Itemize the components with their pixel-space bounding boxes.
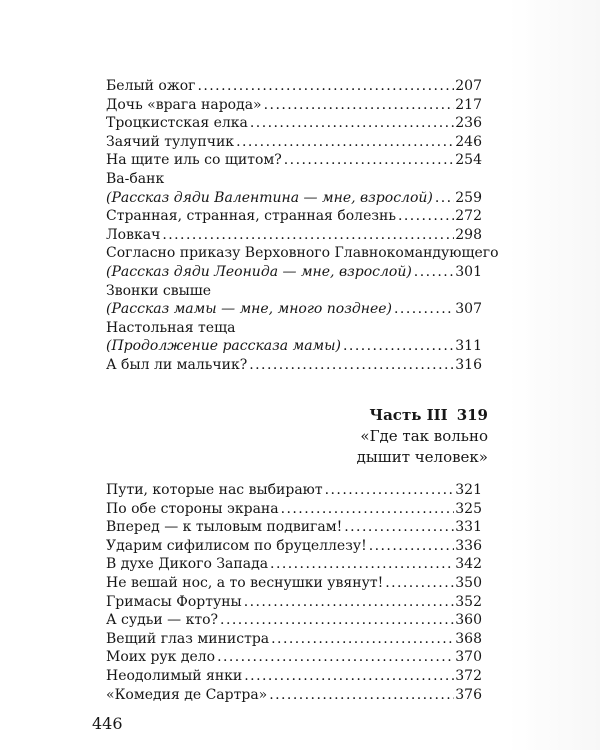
toc-page-number: 336 — [455, 537, 482, 554]
part-title-line-1: «Где так вольно — [360, 427, 488, 445]
toc-entry-title-line: Согласно приказу Верховного Главнокомандующего — [106, 245, 499, 262]
part-page-number: 319 — [456, 406, 488, 424]
toc-entry-subtitle: (Рассказ мамы — мне, много позднее) . . . 307 — [106, 300, 482, 319]
toc-entry: «Комедия де Сартра» . . . 376 — [106, 686, 482, 705]
toc-page-number: 360 — [455, 612, 482, 629]
toc-page-number: 217 — [455, 96, 482, 113]
toc-entry: Странная, странная, странная болезнь . . . 272 — [106, 207, 482, 226]
toc-entry: Белый ожог . . . 207 — [106, 77, 482, 96]
toc-section-part-3 — [106, 481, 482, 704]
toc-entry: Ударим сифилисом по бруцеллезу! . . . 336 — [106, 537, 482, 556]
toc-entry: Гримасы Фортуны . . . 352 — [106, 593, 482, 612]
toc-entry-title-line: Звонки свыше — [106, 282, 212, 299]
toc-page-number: 370 — [455, 649, 482, 666]
toc-page-number: 368 — [455, 630, 482, 647]
toc-entry: Не вешай нос, а то веснушки увянут! . . . 350 — [106, 574, 482, 593]
toc-entry: По обе стороны экрана . . . 325 — [106, 500, 482, 519]
toc-entry-subtitle: (Рассказ дяди Леонида — мне, взрослой) . . . 301 — [106, 263, 482, 282]
toc-page-number: 236 — [455, 115, 482, 132]
toc-section-part-2 — [106, 77, 499, 375]
toc-page-number: 342 — [455, 556, 482, 573]
toc-page-number: 376 — [455, 686, 482, 703]
toc-entry: А судьи — кто? . . . 360 — [106, 611, 482, 630]
toc-page-number: 307 — [455, 301, 482, 318]
toc-page-number: 298 — [455, 226, 482, 243]
page-folio-number: 446 — [92, 714, 123, 733]
toc-entry: Заячий тулупчик . . . 246 — [106, 133, 482, 152]
toc-page-number: 316 — [455, 356, 482, 373]
toc-page-number: 372 — [455, 667, 482, 684]
toc-page-number: 325 — [455, 500, 482, 517]
toc-entry: На щите иль со щитом? . . . 254 — [106, 151, 482, 170]
toc-page-number: 311 — [455, 338, 482, 355]
toc-entry: Вещий глаз министра . . . 368 — [106, 630, 482, 649]
toc-page-number: 259 — [455, 189, 482, 206]
toc-entry: Ловкач . . . 298 — [106, 226, 482, 245]
toc-entry: Пути, которые нас выбирают . . . 321 — [106, 481, 482, 500]
part-heading — [357, 405, 488, 468]
toc-entry: Вперед — к тыловым подвигам! . . . 331 — [106, 518, 482, 537]
toc-page-number: 254 — [455, 152, 482, 169]
toc-entry: Неодолимый янки . . . 372 — [106, 667, 482, 686]
toc-page-number: 301 — [455, 263, 482, 280]
toc-entry-subtitle: (Рассказ дяди Валентина — мне, взрослой) . . . 259 — [106, 189, 482, 208]
toc-entry: Моих рук дело . . . 370 — [106, 648, 482, 667]
page-edge-shadow — [508, 0, 600, 750]
toc-entry: Дочь «врага народа» . . . 217 — [106, 96, 482, 115]
toc-page-number: 321 — [455, 482, 482, 498]
toc-page-number: 246 — [455, 133, 482, 150]
toc-page-number: 207 — [455, 78, 482, 94]
toc-page-number: 350 — [455, 574, 482, 591]
toc-entry-subtitle: (Продолжение рассказа мамы) . . . 311 — [106, 337, 482, 356]
toc-entry: В духе Дикого Запада . . . 342 — [106, 555, 482, 574]
toc-page-number: 331 — [455, 519, 482, 536]
toc-page-number: 272 — [455, 208, 482, 225]
toc-entry-title-line: Ва-банк — [106, 170, 165, 187]
toc-entry: А был ли мальчик? . . . 316 — [106, 356, 482, 375]
part-label-line — [357, 405, 488, 426]
toc-page-number: 352 — [455, 593, 482, 610]
toc-entry-title-line: Настольная теща — [106, 319, 236, 336]
toc-entry: Троцкистская елка . . . 236 — [106, 114, 482, 133]
part-label: Часть III — [369, 406, 448, 424]
part-title-line-2: дышит человек» — [356, 448, 488, 466]
